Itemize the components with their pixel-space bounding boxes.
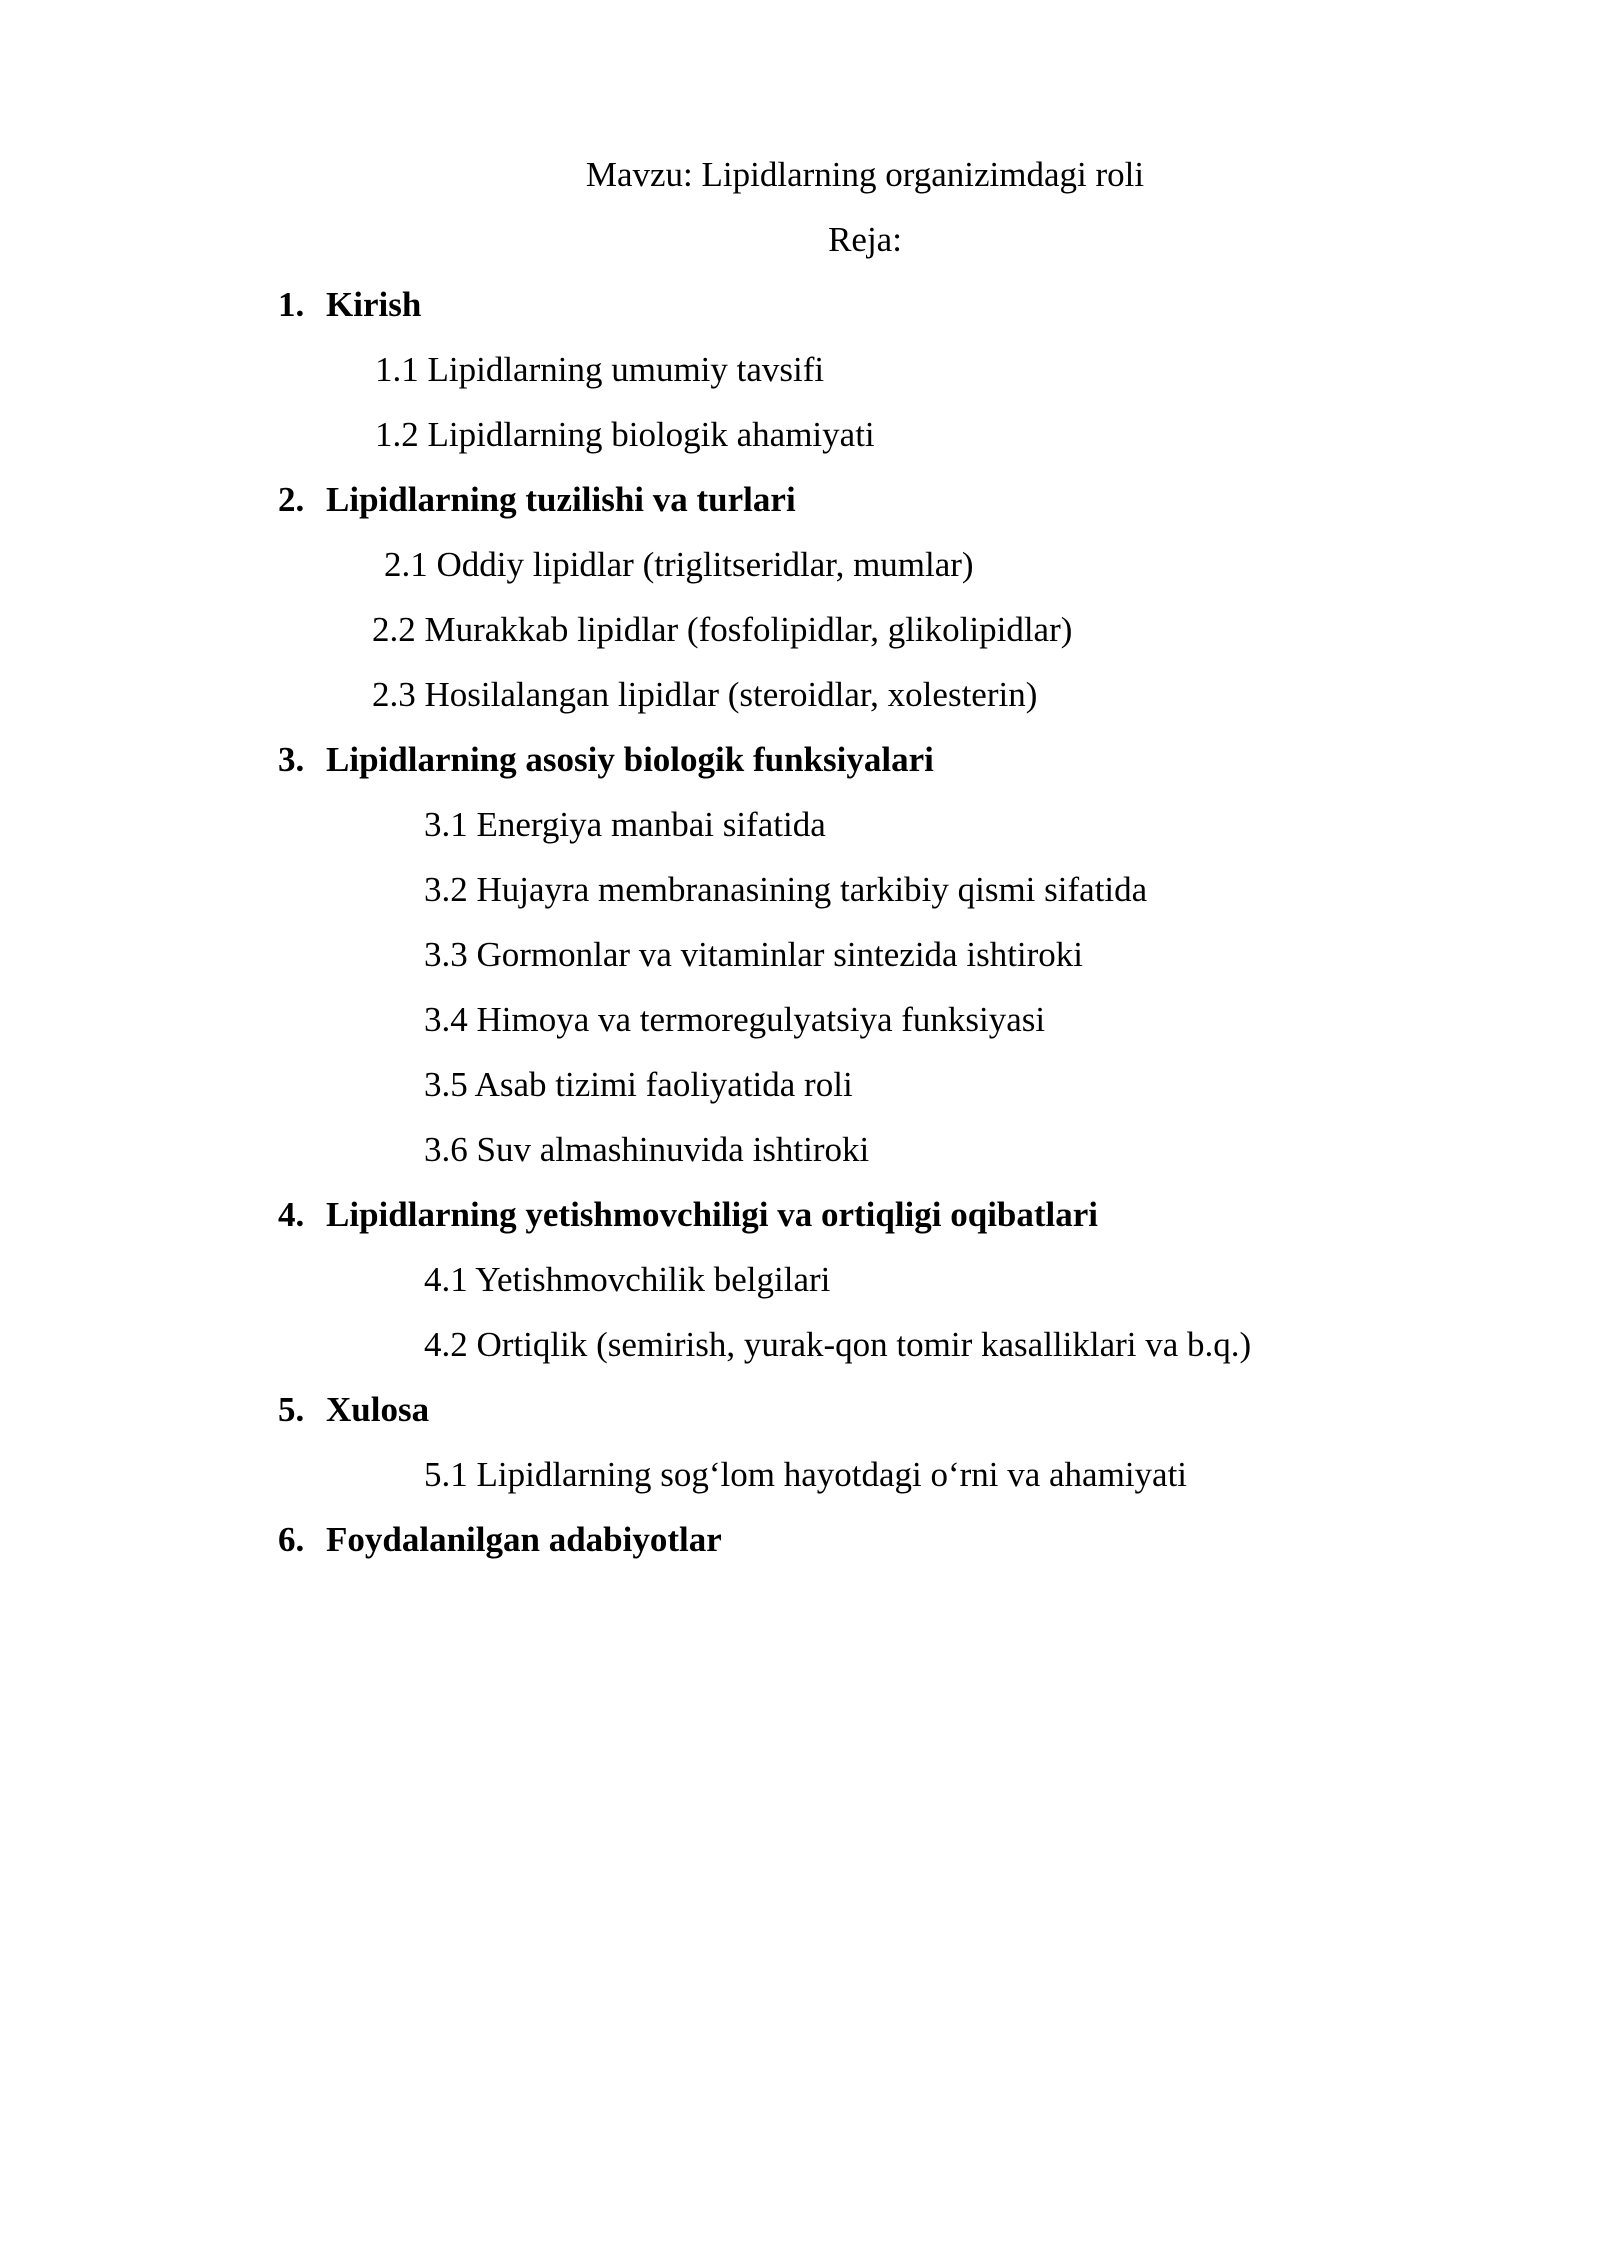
section-heading [278, 1195, 1098, 1235]
section-title: Xulosa [326, 1390, 430, 1429]
subsection-item: 3.4 Himoya va termoregulyatsiya funksiyasi [424, 1000, 1046, 1039]
subsection-item: 2.3 Hosilalangan lipidlar (steroidlar, xolesterin) [372, 675, 1038, 714]
section-number: 3. [278, 740, 305, 779]
subsection-item: 3.3 Gormonlar va vitaminlar sintezida ishtiroki [424, 935, 1084, 974]
subsection-item: 2.1 Oddiy lipidlar (triglitseridlar, mumlar) [384, 545, 974, 584]
subsection-item: 1.1 Lipidlarning umumiy tavsifi [375, 350, 825, 389]
section-number: 1. [278, 285, 305, 324]
section-title: Lipidlarning yetishmovchiligi va ortiqligi oqibatlari [326, 1195, 1099, 1234]
subsection-item: 4.1 Yetishmovchilik belgilari [424, 1260, 831, 1299]
subsection-item: 4.2 Ortiqlik (semirish, yurak-qon tomir kasalliklari va b.q.) [424, 1325, 1252, 1364]
section-heading [278, 740, 934, 780]
subsection-item: 1.2 Lipidlarning biologik ahamiyati [375, 415, 875, 454]
section-title: Foydalanilgan adabiyotlar [326, 1520, 722, 1559]
section-heading [278, 1520, 722, 1560]
section-heading [278, 285, 421, 325]
section-heading [278, 480, 796, 520]
section-number: 6. [278, 1520, 305, 1559]
plan-heading: Reja: [828, 220, 902, 259]
subsection-item: 3.6 Suv almashinuvida ishtiroki [424, 1130, 870, 1169]
section-number: 4. [278, 1195, 305, 1234]
section-title: Kirish [326, 285, 422, 324]
section-title: Lipidlarning tuzilishi va turlari [326, 480, 796, 519]
section-number: 2. [278, 480, 305, 519]
subsection-item: 5.1 Lipidlarning sog‘lom hayotdagi o‘rni va ahamiyati [424, 1455, 1188, 1494]
document-title: Mavzu: Lipidlarning organizimdagi roli [585, 155, 1145, 194]
section-number: 5. [278, 1390, 305, 1429]
subsection-item: 2.2 Murakkab lipidlar (fosfolipidlar, glikolipidlar) [372, 610, 1073, 649]
section-heading [278, 1390, 429, 1430]
subsection-item: 3.1 Energiya manbai sifatida [424, 805, 826, 844]
section-title: Lipidlarning asosiy biologik funksiyalari [326, 740, 934, 779]
subsection-item: 3.2 Hujayra membranasining tarkibiy qismi sifatida [424, 870, 1148, 909]
subsection-item: 3.5 Asab tizimi faoliyatida roli [424, 1065, 853, 1104]
